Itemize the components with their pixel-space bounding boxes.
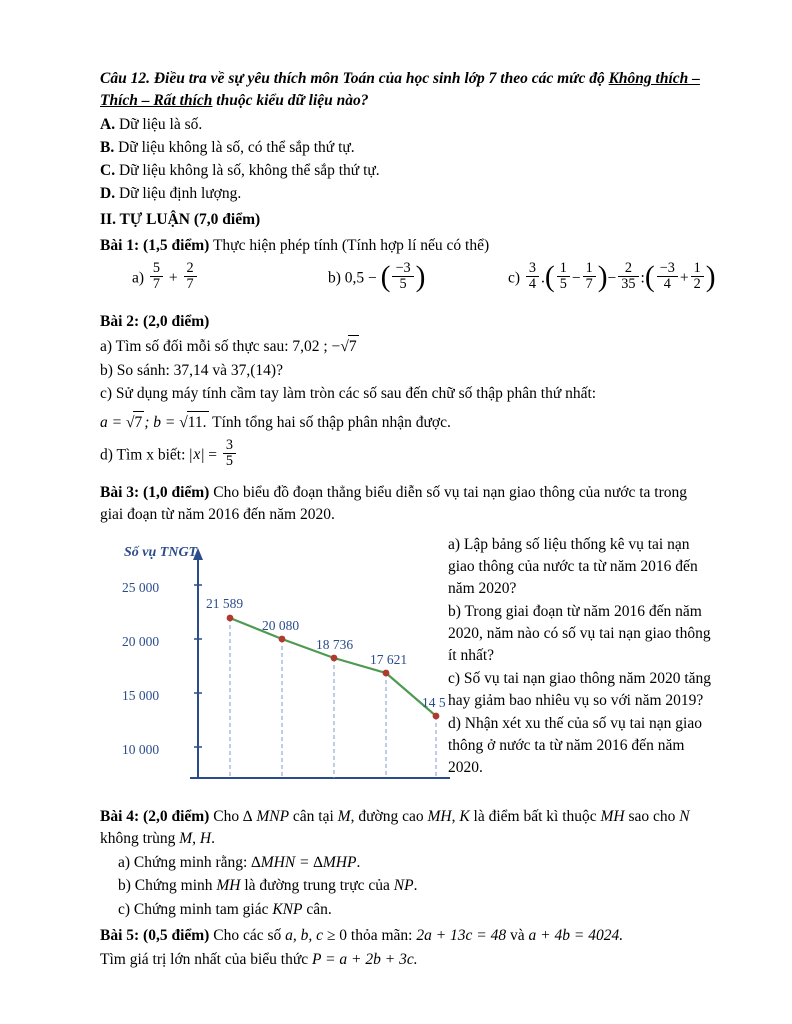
bai-4-b-mh: MH <box>216 877 241 895</box>
option-b-letter: B. <box>100 139 115 156</box>
data-label-2020: 14 5 <box>422 694 446 710</box>
bai-4-b-mid: là đường trung trực của <box>240 877 394 895</box>
bai-2-heading <box>100 311 714 333</box>
bai-4-c-post: cân. <box>302 900 332 918</box>
fraction-2-7 <box>184 261 197 293</box>
frac-num: 1 <box>559 259 567 276</box>
bai-4-text-c: , đường cao <box>350 807 428 825</box>
bai-1-item-a <box>132 259 199 295</box>
ytick-label-20000: 20 000 <box>122 633 160 649</box>
bai-2-d-eq: = <box>208 446 217 464</box>
option-d-letter: D. <box>100 185 116 202</box>
bai-4-a-math: ∆MHN = ∆MHP <box>251 853 357 871</box>
question-12-text-1: Điều tra về sự yêu thích môn Toán của học sinh lớp 7 theo các mức độ <box>153 70 609 87</box>
frac-den: 7 <box>583 276 596 292</box>
paren-open: ( <box>544 260 555 293</box>
bai-4-label: Bài 4: (2,0 điểm) <box>100 807 210 825</box>
paren-close: ) <box>705 260 716 293</box>
bai-1-c-label: c) <box>508 269 521 287</box>
frac-num: 1 <box>585 259 593 276</box>
bai-4-a-post: . <box>356 853 361 871</box>
frac-den: 7 <box>150 276 163 292</box>
bai-1-item-b <box>328 259 426 295</box>
frac-num: −3 <box>659 259 675 276</box>
data-point-2019 <box>383 669 390 676</box>
sqrt-radicand-11: 11. <box>187 411 209 434</box>
bai-4-text-b: cân tại <box>289 807 338 825</box>
frac-num: −3 <box>395 259 411 276</box>
bai-1-b-label: b) <box>328 269 341 287</box>
frac-den: 5 <box>223 453 236 469</box>
bai-2-b-text: b) So sánh: 37,14 và 37,(14)? <box>100 361 283 379</box>
bai-4-item-c <box>118 899 714 921</box>
bai-2-b <box>100 360 714 382</box>
bai-4-text-d: , <box>451 807 460 825</box>
frac-den: 4 <box>526 276 539 292</box>
option-c-letter: C. <box>100 162 116 179</box>
paren-open: ( <box>380 260 391 293</box>
bai-5-eq-2: a + 4b = 4024. <box>528 926 624 944</box>
frac-num: 1 <box>693 259 701 276</box>
bai-5-label: Bài 5: (0,5 điểm) <box>100 926 210 944</box>
ytick-label-25000: 25 000 <box>122 579 160 595</box>
fraction-1-2 <box>691 261 704 293</box>
bai-1-a-op: + <box>168 269 178 287</box>
data-label-2018: 18 736 <box>316 636 354 652</box>
bai-3-question-b: b) Trong giai đoạn từ năm 2016 đến năm 2020, năm nào có số vụ tai nạn giao thông ít nhất? <box>448 602 711 664</box>
data-point-2017 <box>279 635 286 642</box>
bai-1-text: Thực hiện phép tính (Tính hợp lí nếu có thể) <box>209 237 490 254</box>
fraction-neg3-4 <box>657 261 678 293</box>
fraction-1-5 <box>557 261 570 293</box>
option-d <box>100 183 714 205</box>
bai-3-heading <box>100 482 714 526</box>
paren-open: ( <box>644 260 655 293</box>
bai-2-c-pre: a = <box>100 414 123 431</box>
data-label-2019: 17 621 <box>370 651 408 667</box>
fraction-3-4 <box>526 261 539 293</box>
question-12-underline: Không thích – Thích – Rất thích <box>100 70 700 109</box>
frac-den: 4 <box>657 276 678 292</box>
bai-4-text-h: . <box>211 829 215 847</box>
bai-2-a: a) Tìm số đối mỗi số thực sau: 7,02 ; −√7 <box>100 335 714 358</box>
paren-close: ) <box>597 260 608 293</box>
bai-4-item-a <box>118 852 714 874</box>
bai-2-c <box>100 383 714 405</box>
bai-2-label: Bài 2: (2,0 điểm) <box>100 313 210 330</box>
bai-5-line2-pre: Tìm giá trị lớn nhất của biểu thức <box>100 950 313 968</box>
bai-5-line-2 <box>100 949 714 971</box>
bai-2-a-text: a) Tìm số đối mỗi số thực sau: 7,02 ; − <box>100 338 341 355</box>
bai-4-item-b <box>118 875 714 897</box>
bai-5-abc: a, b, c <box>285 926 324 944</box>
question-12-text-2: thuộc kiểu dữ liệu nào? <box>212 92 369 109</box>
bai-4-b-post: . <box>413 877 418 895</box>
fraction-3-5 <box>223 438 236 470</box>
bai-4-text-f: sao cho <box>624 807 680 825</box>
frac-den: 35 <box>618 276 638 292</box>
bai-1-b-lead: 0,5 − <box>344 269 377 287</box>
bai-3-question-a: a) Lập bảng số liệu thống kê vụ tai nạn giao thông của nước ta từ năm 2016 đến năm 2020? <box>448 535 698 597</box>
bai-4-mh: MH <box>427 807 452 825</box>
option-b-text: Dữ liệu không là số, có thể sắp thứ tự. <box>118 139 355 156</box>
bai-3-text: Cho biểu đồ đoạn thẳng biểu diễn số vụ tai nạn giao thông của nước ta trong giai đoạn từ năm 2016 đến năm 2020. <box>100 483 687 523</box>
frac-den: 5 <box>557 276 570 292</box>
option-a-text: Dữ liệu là số. <box>118 116 203 133</box>
line-chart <box>78 538 458 796</box>
bai-3-label: Bài 3: (1,0 điểm) <box>100 483 210 501</box>
option-b <box>100 137 714 159</box>
bai-2-c-mid: ; b = <box>144 414 176 431</box>
frac-num: 5 <box>152 259 161 276</box>
bai-4-n: N <box>679 807 690 825</box>
bai-4-a-pre: a) Chứng minh rằng: <box>118 853 252 871</box>
ytick-label-15000: 15 000 <box>122 687 160 703</box>
data-point-2016 <box>227 614 234 621</box>
question-12-label: Câu 12. <box>100 70 150 87</box>
bai-1-expressions <box>100 259 716 307</box>
fraction-neg3-5 <box>392 261 413 293</box>
paren-close: ) <box>415 260 426 293</box>
bai-4-c-knp: KNP <box>272 900 303 918</box>
document-content <box>100 68 714 972</box>
section-2-title-text: II. TỰ LUẬN (7,0 điểm) <box>100 211 261 228</box>
data-label-2017: 20 080 <box>262 617 300 633</box>
chart-block <box>100 534 714 802</box>
bai-4-mnp: MNP <box>256 807 290 825</box>
bai-4-b-pre: b) Chứng minh <box>118 877 217 895</box>
bai-2-c-post: Tính tổng hai số thập phân nhận được. <box>208 414 451 431</box>
bai-3-question-d: d) Nhận xét xu thế của số vụ tai nạn giao thông ở nước ta từ năm 2016 đến năm 2020. <box>448 714 702 776</box>
bai-5-text-3: và <box>506 926 529 944</box>
bai-2-c-formula: a = √7 ; b = √11. Tính tổng hai số thập phân nhận được. <box>100 411 714 434</box>
bai-5-heading <box>100 925 714 947</box>
frac-num: 3 <box>528 259 537 276</box>
section-2-title <box>100 209 714 231</box>
bai-5-text-1: Cho các số <box>209 926 286 944</box>
bai-4-c-pre: c) Chứng minh tam giác <box>118 900 273 918</box>
abs-x: x <box>193 446 201 464</box>
option-c-text: Dữ liệu không là số, không thể sắp thứ tự. <box>118 162 380 179</box>
bai-1-label: Bài 1: (1,5 điểm) <box>100 237 210 254</box>
frac-num: 2 <box>186 259 194 276</box>
bai-4-k: K <box>459 807 470 825</box>
chart-title: Số vụ TNGT <box>124 544 198 560</box>
frac-num: 2 <box>624 259 632 276</box>
data-point-2020 <box>433 712 440 719</box>
bai-4-heading <box>100 806 714 850</box>
fraction-2-35 <box>618 261 638 293</box>
data-point-2018 <box>331 654 338 661</box>
bai-2-d: d) Tìm x biết: |x| = $\frac{3}{5}$ <box>100 440 714 472</box>
data-label-2016: 21 589 <box>206 595 244 611</box>
option-d-text: Dữ liệu định lượng. <box>118 185 242 202</box>
bai-1-item-c: c) $\frac{3}{4}$ .( $\frac{1}{5}$ − $\frac{1}{7}$ )− $\frac{2}{35}$ :( $\frac{-3}{4}$ + $\frac{1}{2}$ ) <box>508 259 716 293</box>
bai-5-text-2: ≥ 0 thỏa mãn: <box>323 926 417 944</box>
option-a-letter: A. <box>100 116 116 133</box>
bai-5-eq-1: 2a + 13c = 48 <box>416 926 507 944</box>
frac-den: 5 <box>392 276 413 292</box>
bai-4-text-e: là điểm bất kì thuộc <box>469 807 601 825</box>
bai-5-line2-eq: P = a + 2b + 3c. <box>312 950 418 968</box>
bai-2-c-text: c) Sử dụng máy tính cầm tay làm tròn các số sau đến chữ số thập phân thứ nhất: <box>100 385 597 402</box>
fraction-1-7 <box>583 261 596 293</box>
bai-3-question-c: c) Số vụ tai nạn giao thông năm 2020 tăng hay giảm bao nhiêu vụ so với năm 2019? <box>448 669 712 709</box>
question-12 <box>100 68 714 112</box>
bai-1-heading <box>100 235 714 257</box>
bai-1-a-label: a) <box>132 269 145 287</box>
frac-den: 2 <box>691 276 704 292</box>
bai-2-d-pre: d) Tìm x biết: <box>100 446 190 464</box>
bai-4-text-g: không trùng <box>100 829 180 847</box>
bai-4-mh2: MH <box>600 807 625 825</box>
sqrt-radicand: 7 <box>348 335 359 358</box>
option-a <box>100 114 714 136</box>
bai-4-mh-comma: M, H <box>179 829 212 847</box>
option-c <box>100 160 714 182</box>
bai-3-questions <box>448 534 716 780</box>
bai-4-b-np: NP <box>393 877 414 895</box>
frac-num: 3 <box>225 436 233 453</box>
bai-4-m: M <box>337 807 351 825</box>
bai-4-text-a: Cho ∆ <box>209 807 257 825</box>
sqrt-radicand-7: 7 <box>133 411 144 434</box>
ytick-label-10000: 10 000 <box>122 741 160 757</box>
frac-den: 7 <box>184 276 197 292</box>
fraction-5-7 <box>150 261 163 293</box>
